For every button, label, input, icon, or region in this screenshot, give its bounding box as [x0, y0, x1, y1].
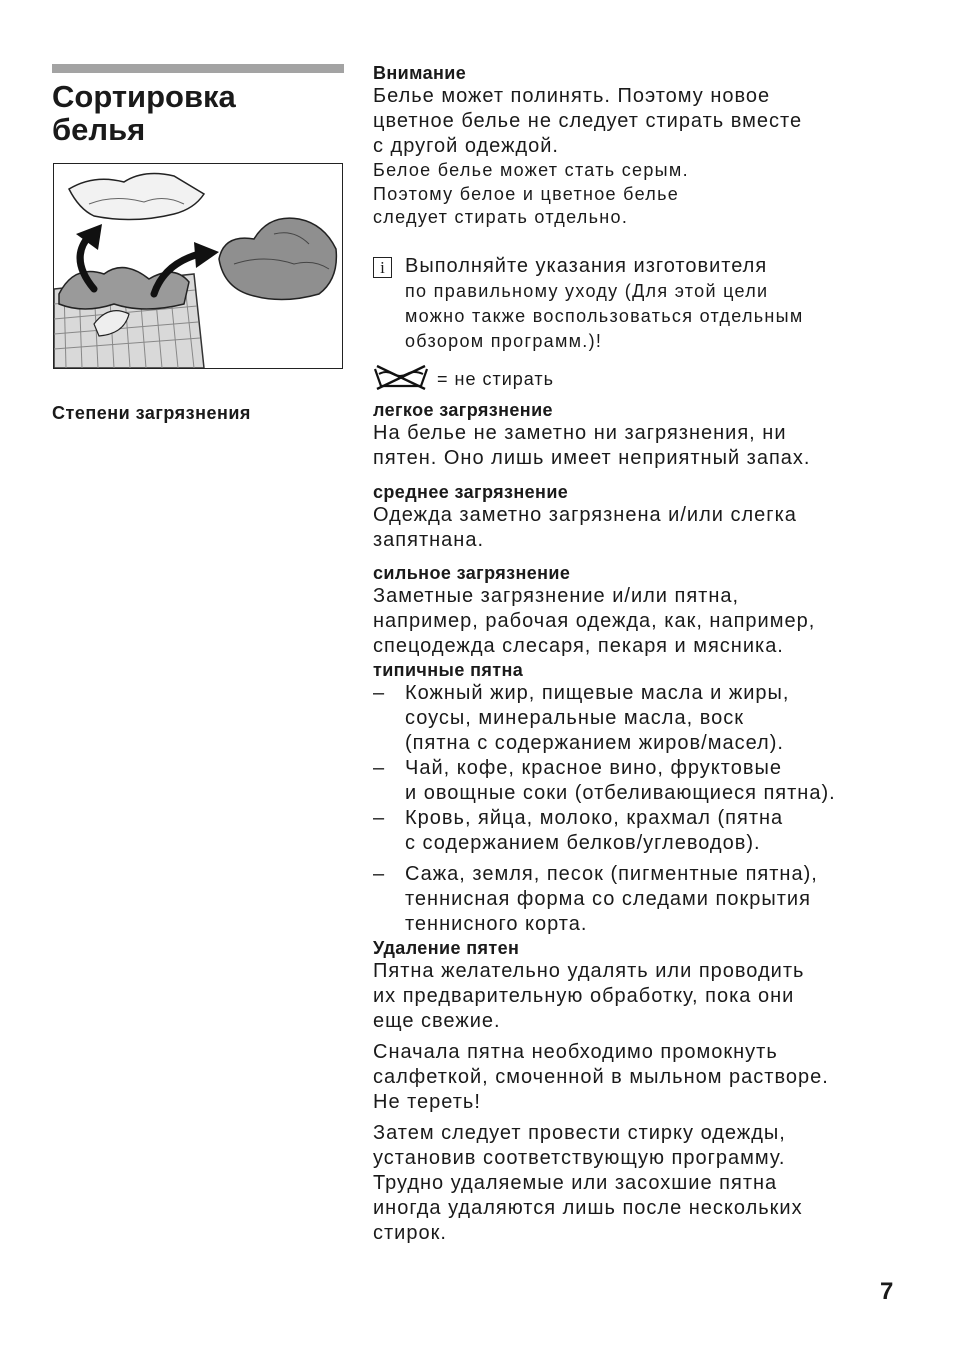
- do-not-wash-icon: [373, 364, 429, 395]
- medium-heading: среднее загрязнение: [373, 481, 569, 502]
- light-text: На белье не заметно ни загрязнения, ни пятен. Оно лишь имеет неприятный запах.: [373, 421, 811, 469]
- wash-symbol-legend: [373, 364, 893, 395]
- stain-list: [373, 681, 893, 937]
- section-bar: [52, 64, 344, 73]
- page-number: 7: [880, 1278, 894, 1305]
- page-title: Сортировка белья: [52, 79, 236, 147]
- attention-text: Белье может полинять. Поэтому новое цветное белье не следует стирать вместе с другой одеждой.: [373, 85, 803, 157]
- info-text-main: Выполняйте указания изготовителя: [405, 254, 768, 277]
- soiling-levels-label: Степени загрязнения: [52, 403, 251, 423]
- list-item: – Чай, кофе, красное вино, фруктовые и овощные соки (отбеливающиеся пятна).: [373, 756, 893, 806]
- list-item: – Кровь, яйца, молоко, крахмал (пятна с содержанием белков/углеводов).: [373, 806, 893, 856]
- light-heading: легкое загрязнение: [373, 399, 553, 420]
- info-note: [373, 254, 893, 354]
- laundry-sorting-illustration: [53, 163, 343, 369]
- removal-paragraph-2: Сначала пятна необходимо промокнуть салфеткой, смоченной в мыльном растворе. Не тереть!: [373, 1040, 829, 1113]
- list-item: – Кожный жир, пищевые масла и жиры, соусы, минеральные масла, воск (пятна с содержанием жиров/масел).: [373, 681, 893, 756]
- info-icon: i: [373, 257, 392, 278]
- typical-stains-heading: типичные пятна: [373, 659, 524, 680]
- medium-text: Одежда заметно загрязнена и/или слегка запятнана.: [373, 503, 797, 551]
- heavy-text: Заметные загрязнение и/или пятна, например, рабочая одежда, как, например, спецодежда слесаря, пекаря и мясника.: [373, 584, 816, 657]
- attention-heading: Внимание: [373, 63, 467, 83]
- main-column: [373, 62, 893, 1246]
- wash-symbol-text: = не стирать: [437, 368, 555, 389]
- removal-paragraph-1: Пятна желательно удалять или проводить их предварительную обработку, пока они еще свежие.: [373, 959, 805, 1032]
- attention-text-white: Белое белье может стать серым. Поэтому белое и цветное белье следует стирать отдельно.: [373, 160, 689, 227]
- info-text-extra: по правильному уходу (Для этой цели можно также воспользоваться отдельным обзором программ.)!: [405, 280, 804, 351]
- heavy-heading: сильное загрязнение: [373, 562, 571, 583]
- list-item: – Сажа, земля, песок (пигментные пятна), теннисная форма со следами покрытия теннисного корта.: [373, 862, 893, 937]
- stain-removal-heading: Удаление пятен: [373, 937, 520, 958]
- removal-paragraph-3: Затем следует провести стирку одежды, установив соответствующую программу. Трудно удаляемые или засохшие пятна иногда удаляются лишь после нескольких стирок.: [373, 1121, 803, 1244]
